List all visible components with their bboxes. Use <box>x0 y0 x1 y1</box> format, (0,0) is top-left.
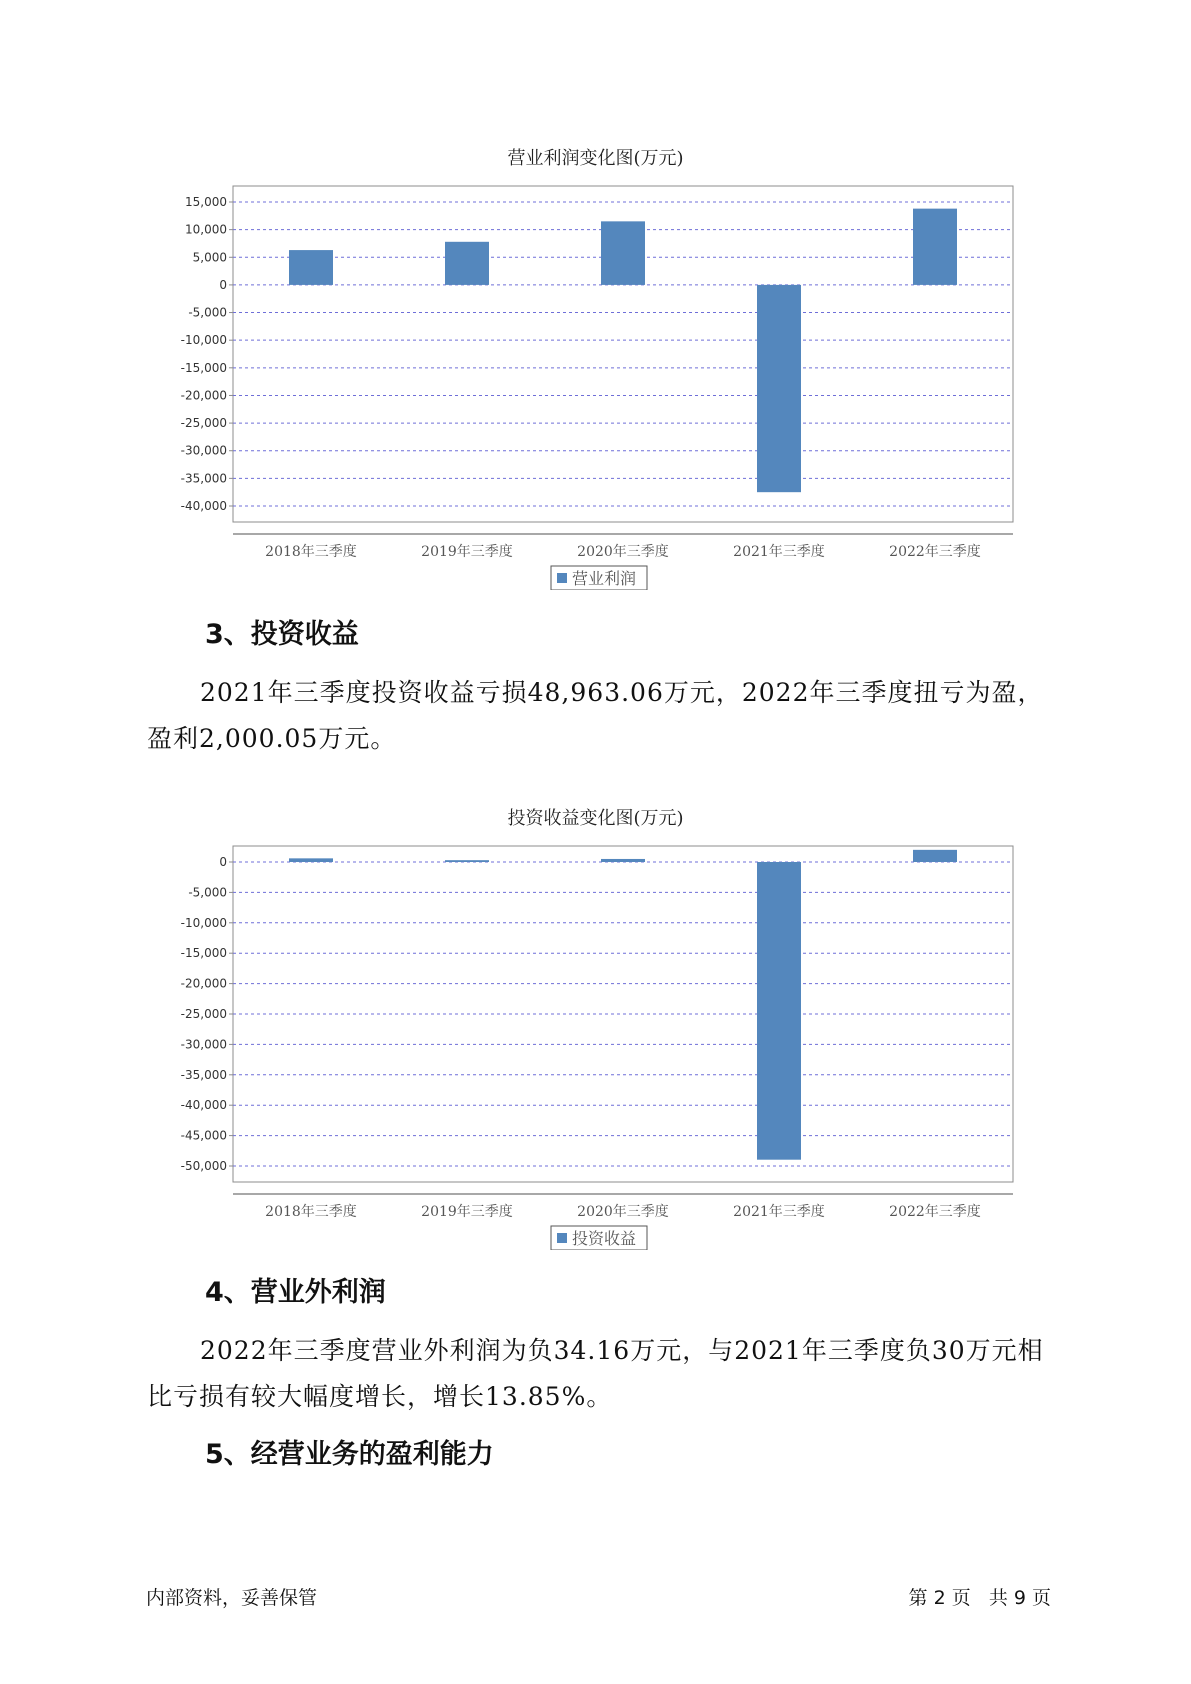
chart1-y-tick-label: 5,000 <box>192 250 227 265</box>
chart1-bar <box>289 250 333 285</box>
chart2-bar <box>913 850 957 862</box>
chart2-y-tick-label: -50,000 <box>180 1159 227 1173</box>
chart2-y-tick-label: 0 <box>219 855 227 869</box>
chart1-bar <box>913 209 957 285</box>
investment-paragraph-line1: 2021年三季度投资收益亏损48,963.06万元，2022年三季度扭亏为盈， <box>200 678 1044 707</box>
chart1-y-tick-label: -30,000 <box>180 443 227 458</box>
chart2-title: 投资收益变化图(万元) <box>507 808 684 829</box>
chart2-bar <box>757 862 801 1160</box>
chart2-x-tick-label: 2021年三季度 <box>733 1204 825 1220</box>
section-heading-profitability: 5、经营业务的盈利能力 <box>205 1439 494 1470</box>
chart2-y-tick-label: -5,000 <box>188 885 227 900</box>
chart2-y-tick-label: -20,000 <box>180 976 227 991</box>
chart2-x-tick-label: 2020年三季度 <box>577 1204 669 1220</box>
chart1-y-tick-label: 0 <box>219 277 227 292</box>
chart2-bar <box>601 859 645 862</box>
chart1-y-tick-label: 15,000 <box>185 195 227 209</box>
chart1-y-tick-label: -20,000 <box>180 388 227 403</box>
chart2-y-tick-label: -45,000 <box>180 1128 227 1143</box>
investment-income-chart <box>0 830 1191 1250</box>
chart1-y-tick-label: 10,000 <box>185 222 227 237</box>
chart1-title: 营业利润变化图(万元) <box>507 148 684 169</box>
chart1-legend-label: 营业利润 <box>572 569 637 588</box>
chart1-y-tick-label: -25,000 <box>180 416 227 431</box>
chart1-x-tick-label: 2022年三季度 <box>889 544 981 560</box>
investment-paragraph <box>147 670 1057 762</box>
chart2-bar <box>289 858 333 862</box>
chart1-y-tick-label: -15,000 <box>180 360 227 375</box>
chart2-y-tick-label: -25,000 <box>180 1007 227 1021</box>
chart1-bar <box>445 242 489 285</box>
chart2-x-tick-label: 2022年三季度 <box>889 1204 981 1220</box>
chart2-legend-swatch <box>557 1233 567 1243</box>
chart2-y-tick-label: -40,000 <box>180 1098 227 1113</box>
chart1-x-tick-label: 2020年三季度 <box>577 544 669 560</box>
chart1-y-tick-label: -5,000 <box>188 305 227 320</box>
footer-page-number: 第 2 页 共 9 页 <box>908 1587 1051 1609</box>
chart2-y-tick-label: -15,000 <box>180 946 227 961</box>
section-heading-non-operating: 4、营业外利润 <box>205 1277 386 1308</box>
non-operating-paragraph-line1: 2022年三季度营业外利润为负34.16万元，与2021年三季度负30万元相 <box>200 1336 1044 1365</box>
operating-profit-chart <box>0 170 1191 590</box>
section-heading-investment: 3、投资收益 <box>205 619 359 650</box>
chart2-x-tick-label: 2018年三季度 <box>265 1204 357 1220</box>
chart1-y-tick-label: -10,000 <box>180 333 227 348</box>
footer-confidential-note: 内部资料，妥善保管 <box>146 1587 318 1609</box>
chart1-x-tick-label: 2019年三季度 <box>421 544 513 560</box>
chart2-legend-label: 投资收益 <box>572 1229 637 1248</box>
chart1-legend-swatch <box>557 573 567 583</box>
non-operating-paragraph <box>147 1328 1057 1420</box>
non-operating-paragraph-line2: 比亏损有较大幅度增长，增长13.85%。 <box>147 1382 613 1411</box>
chart2-y-tick-label: -35,000 <box>180 1067 227 1082</box>
chart2-y-tick-label: -30,000 <box>180 1037 227 1052</box>
chart2-x-tick-label: 2019年三季度 <box>421 1204 513 1220</box>
chart2-y-tick-label: -10,000 <box>180 915 227 930</box>
chart1-y-tick-label: -35,000 <box>180 471 227 486</box>
chart1-y-tick-label: -40,000 <box>180 499 227 513</box>
chart1-x-tick-label: 2018年三季度 <box>265 544 357 560</box>
chart2-bar <box>445 860 489 862</box>
chart1-bar <box>757 285 801 492</box>
investment-paragraph-line2: 盈利2,000.05万元。 <box>147 724 397 753</box>
chart1-x-tick-label: 2021年三季度 <box>733 544 825 560</box>
chart1-bar <box>601 221 645 285</box>
